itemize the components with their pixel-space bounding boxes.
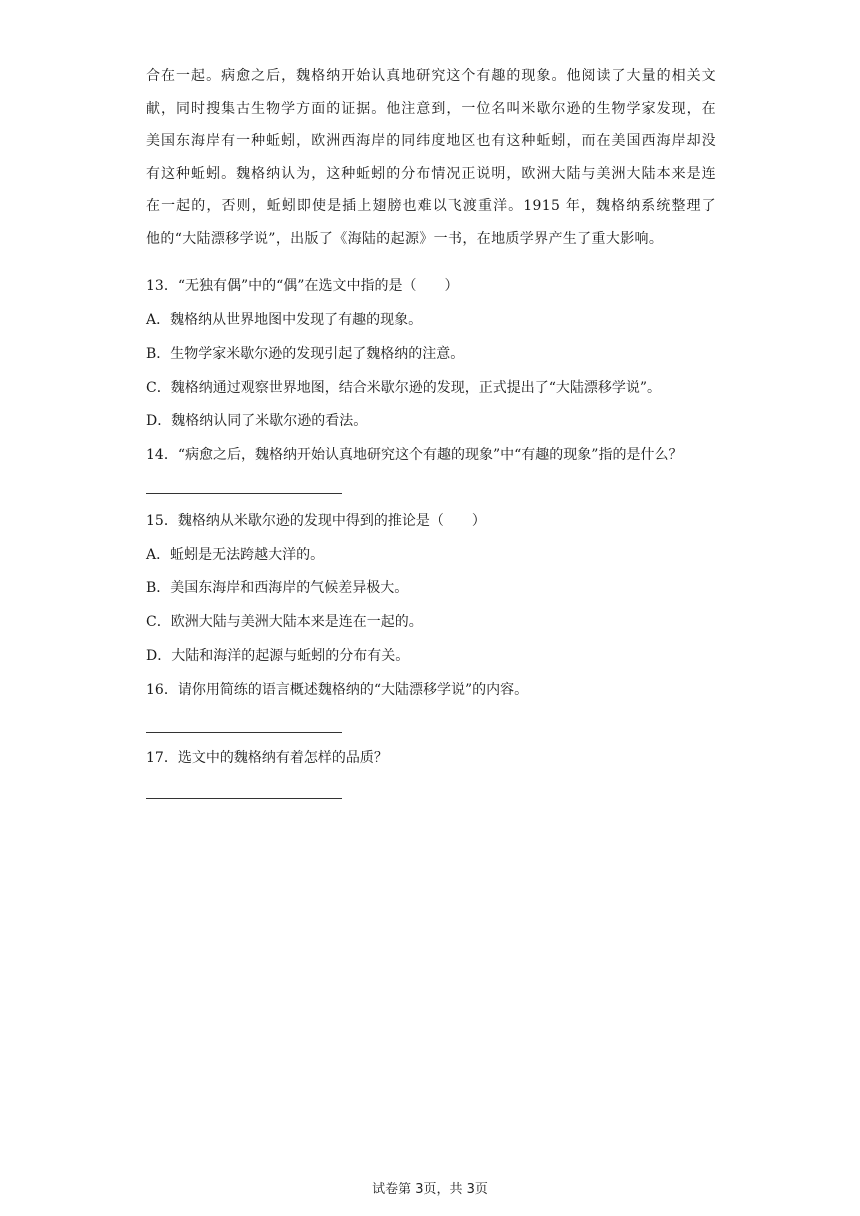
question-stem: 16．请你用简练的语言概述魏格纳的“大陆漂移学说”的内容。 [146, 682, 529, 698]
passage-line: 他的“大陆漂移学说”，出版了《海陆的起源》一书，在地质学界产生了重大影响。 [146, 230, 664, 247]
passage-line: 献，同时搜集古生物学方面的证据。他注意到，一位名叫米歇尔逊的生物学家发现，在 [146, 100, 716, 117]
option-c: C．欧洲大陆与美洲大陆本来是连在一起的。 [146, 614, 423, 630]
passage-line: 合在一起。病愈之后，魏格纳开始认真地研究这个有趣的现象。他阅读了大量的相关文 [146, 68, 716, 84]
question-stem: 15．魏格纳从米歇尔逊的发现中得到的推论是（ ） [146, 513, 486, 529]
passage-line: 有这种蚯蚓。魏格纳认为，这种蚯蚓的分布情况正说明，欧洲大陆与美洲大陆本来是连 [146, 165, 716, 182]
answer-line-14[interactable] [146, 493, 342, 494]
answer-line-17[interactable] [146, 798, 342, 799]
option-b: B．生物学家米歇尔逊的发现引起了魏格纳的注意。 [146, 346, 465, 362]
option-a: A．蚯蚓是无法跨越大洋的。 [146, 547, 325, 563]
option-b: B．美国东海岸和西海岸的气候差异极大。 [146, 580, 409, 596]
option-a: A．魏格纳从世界地图中发现了有趣的现象。 [146, 312, 423, 328]
question-stem: 17．选文中的魏格纳有着怎样的品质？ [146, 750, 388, 766]
page-footer: 试卷第 3页，共 3页 [372, 1182, 488, 1197]
option-c: C．魏格纳通过观察世界地图，结合米歇尔逊的发现，正式提出了“大陆漂移学说”。 [146, 380, 662, 396]
answer-line-16[interactable] [146, 732, 342, 733]
reading-passage [146, 60, 716, 255]
question-stem: 13．“无独有偶”中的“偶”在选文中指的是（ ） [146, 278, 459, 294]
option-d: D．魏格纳认同了米歇尔逊的看法。 [146, 413, 368, 429]
option-d: D．大陆和海洋的起源与蚯蚓的分布有关。 [146, 648, 410, 664]
passage-line: 在一起的，否则，蚯蚓即使是插上翅膀也难以飞渡重洋。1915 年，魏格纳系统整理了 [146, 198, 716, 214]
passage-line: 美国东海岸有一种蚯蚓，欧洲西海岸的同纬度地区也有这种蚯蚓，而在美国西海岸却没 [146, 133, 716, 149]
question-stem: 14．“病愈之后，魏格纳开始认真地研究这个有趣的现象”中“有趣的现象”指的是什么？ [146, 447, 683, 463]
